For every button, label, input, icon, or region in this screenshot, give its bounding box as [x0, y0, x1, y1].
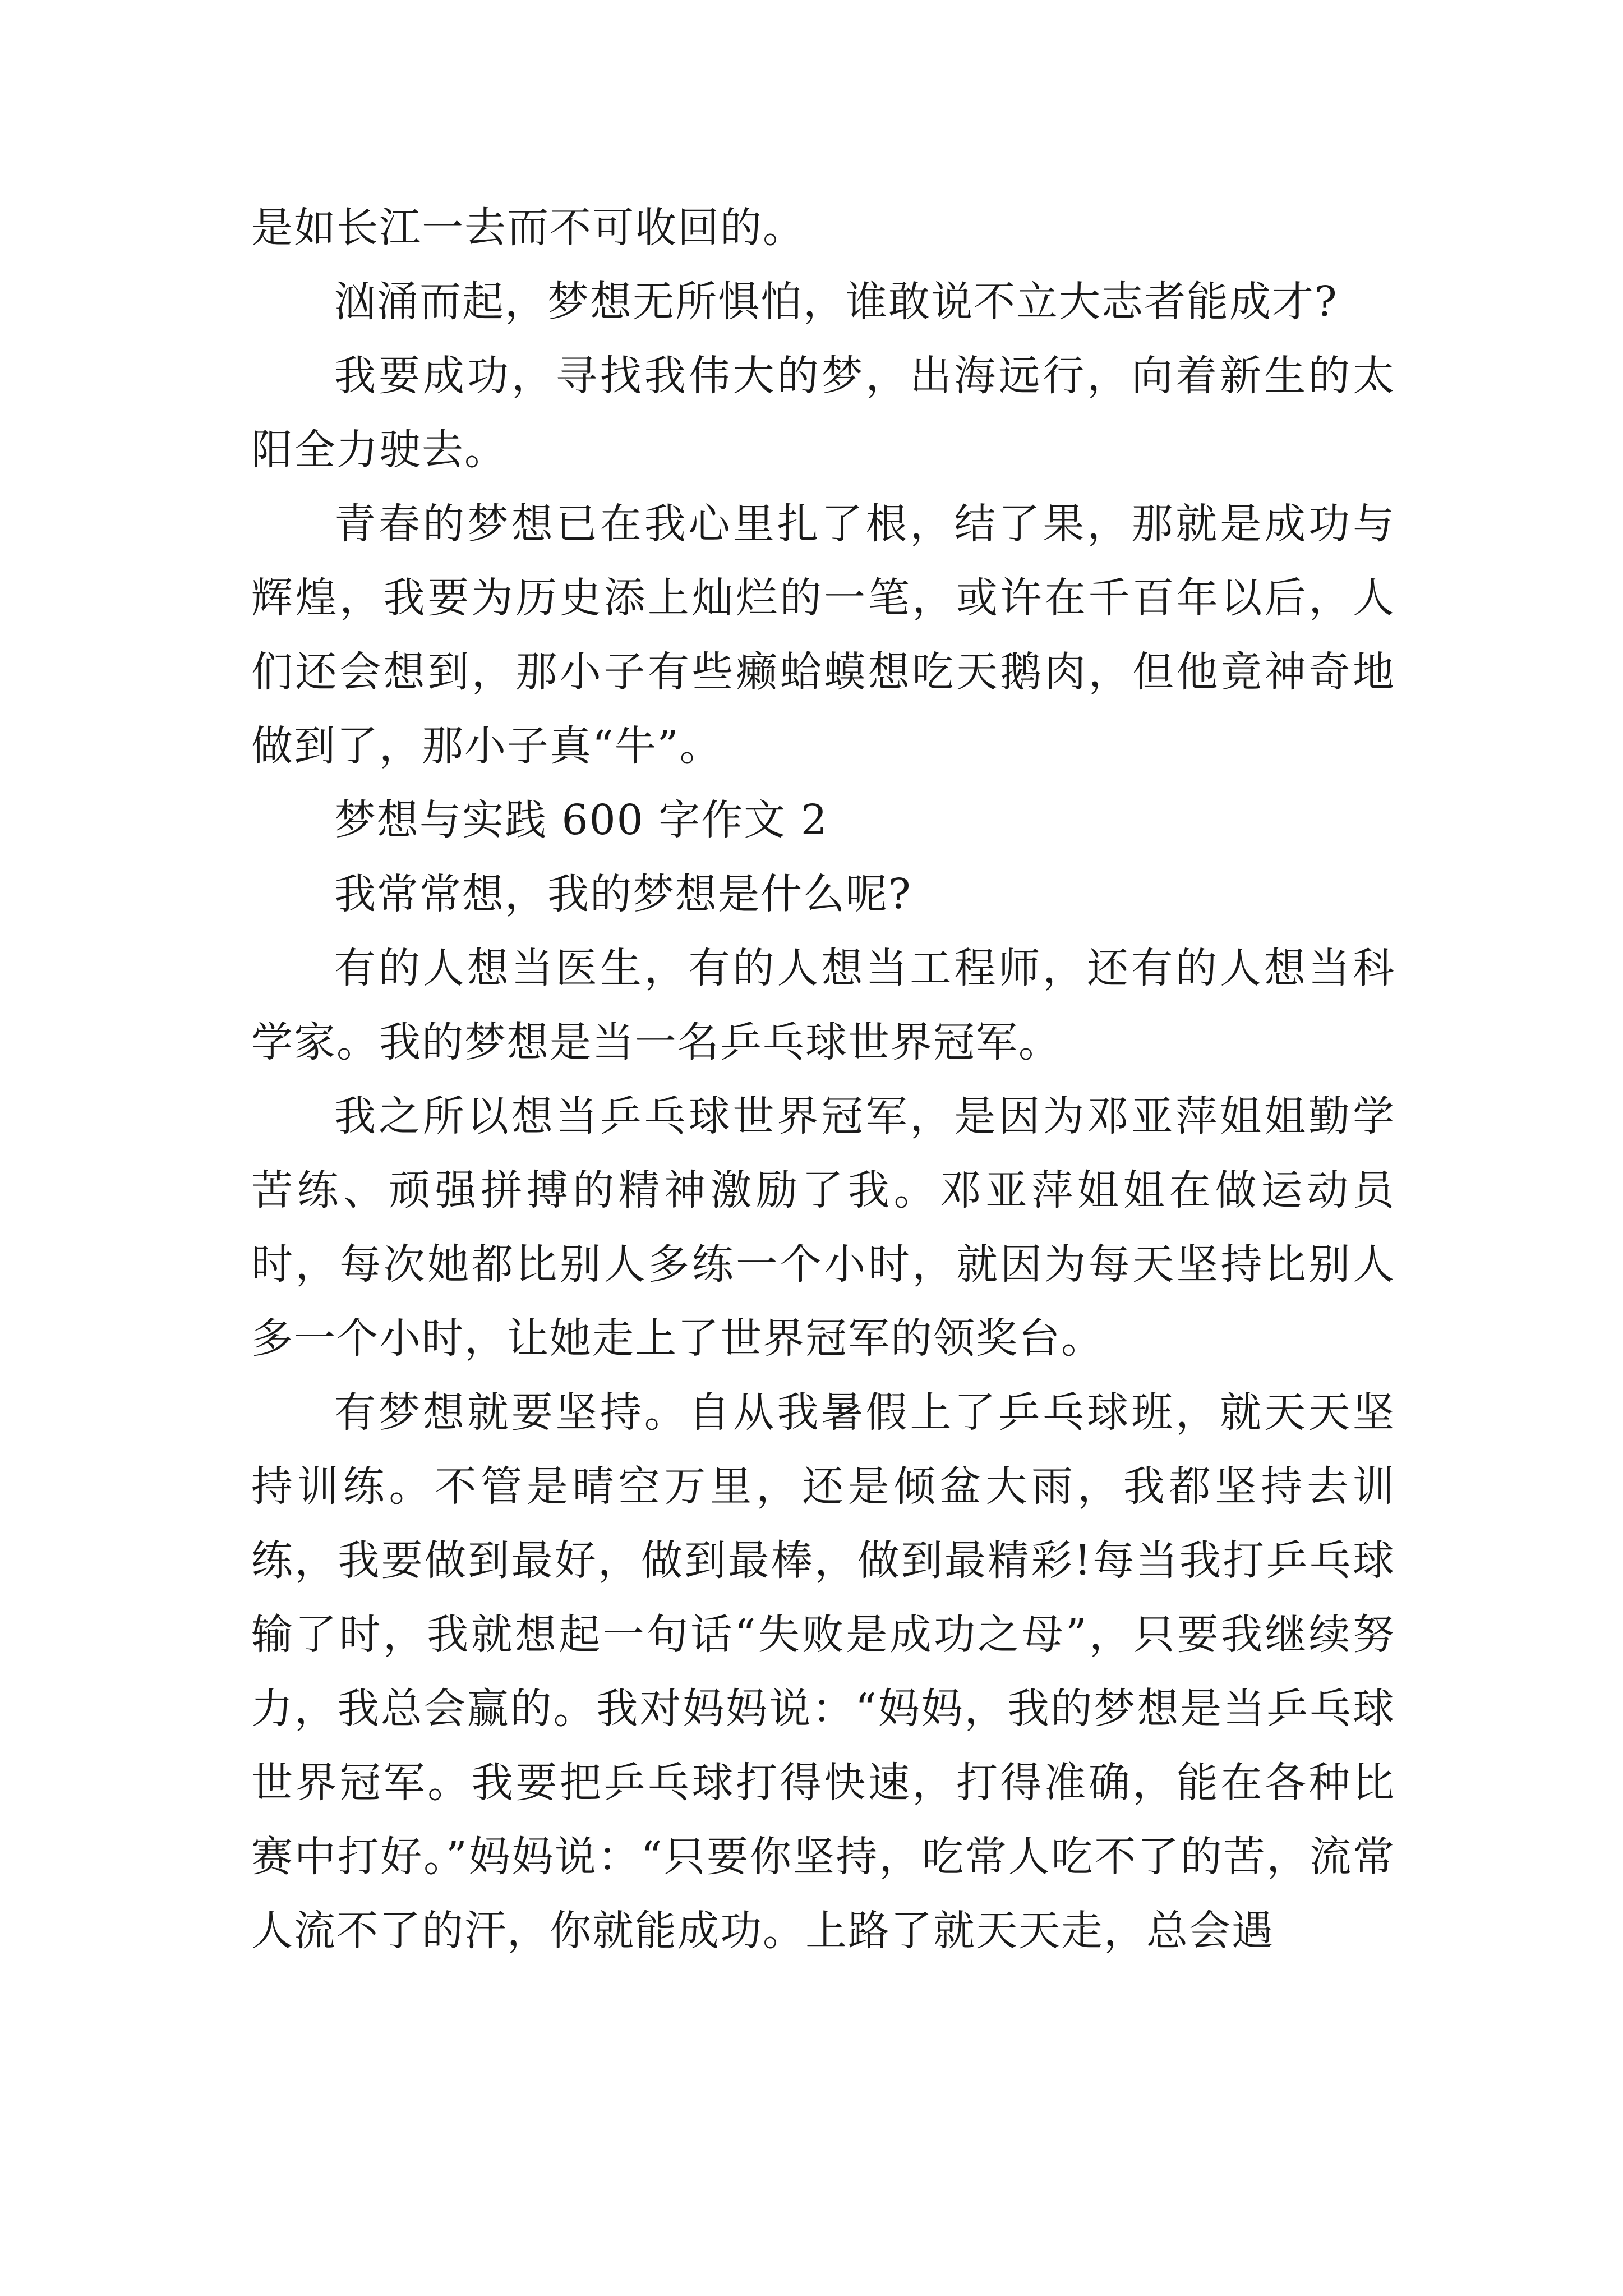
paragraph: 我之所以想当乒乓球世界冠军，是因为邓亚萍姐姐勤学苦练、顽强拼搏的精神激励了我。邓亚萍姐姐在做运动员时，每次她都比别人多练一个小时，就因为每天坚持比别人多一个小时，让她走上了世界冠军的领奖台。 — [251, 1092, 1395, 1363]
paragraph: 青春的梦想已在我心里扎了根，结了果，那就是成功与辉煌，我要为历史添上灿烂的一笔，或许在千百年以后，人们还会想到，那小子有些癞蛤蟆想吃天鹅肉，但他竟神奇地做到了，那小子真“牛”。 — [251, 500, 1395, 770]
paragraph: 我常常想，我的梦想是什么呢? — [334, 870, 912, 918]
section-heading: 梦想与实践 600 字作文 2 — [334, 796, 828, 844]
paragraph: 汹涌而起，梦想无所惧怕，谁敢说不立大志者能成才? — [334, 278, 1338, 326]
paragraph-continuation: 是如长江一去而不可收回的。 — [251, 204, 805, 252]
paragraph: 有的人想当医生，有的人想当工程师，还有的人想当科学家。我的梦想是当一名乒乓球世界冠军。 — [251, 944, 1395, 1066]
document-body — [251, 191, 1395, 1968]
paragraph: 我要成功，寻找我伟大的梦，出海远行，向着新生的太阳全力驶去。 — [251, 352, 1395, 474]
paragraph: 有梦想就要坚持。自从我暑假上了乒乓球班，就天天坚持训练。不管是晴空万里，还是倾盆大雨，我都坚持去训练，我要做到最好，做到最棒，做到最精彩!每当我打乒乓球输了时，我就想起一句话“失败是成功之母”，只要我继续努力，我总会赢的。我对妈妈说：“妈妈，我的梦想是当乒乓球世界冠军。我要把乒乓球打得快速，打得准确，能在各种比赛中打好。”妈妈说：“只要你坚持，吃常人吃不了的苦，流常人流不了的汗，你就能成功。上路了就天天走，总会遇 — [251, 1388, 1395, 1955]
